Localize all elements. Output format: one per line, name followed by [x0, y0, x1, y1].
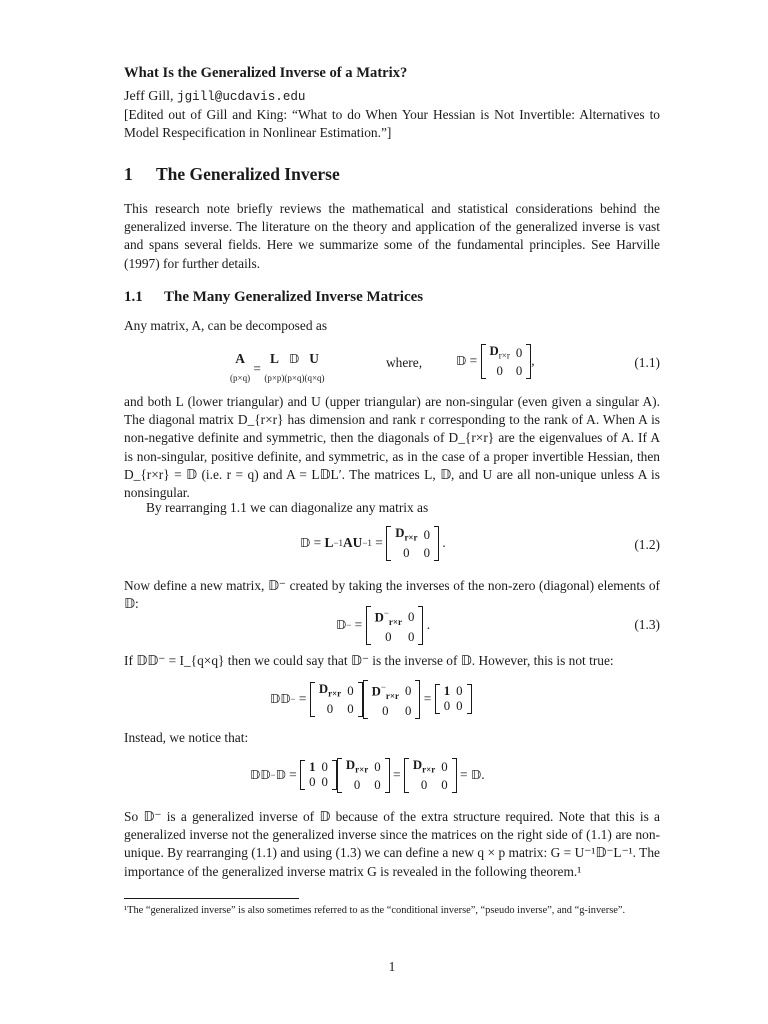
page-number: 1 [388, 959, 396, 974]
equation-lhs: A (p×q) = L 𝔻 U (p×p)(p×q)(q×q) [230, 351, 325, 384]
equation-number: (1.1) [634, 355, 660, 370]
author-name: Jeff Gill, [124, 89, 174, 104]
subsection-number: 1.1 [124, 289, 143, 305]
paragraph-define: Now define a new matrix, 𝔻⁻ created by taking the inverses of the non-zero (diagonal) elements of 𝔻: [124, 578, 660, 612]
equation-number: (1.2) [634, 537, 660, 552]
decomposition-intro: Any matrix, A, can be decomposed as [124, 318, 328, 333]
paper-title: What Is the Generalized Inverse of a Matrix? [124, 65, 408, 81]
paragraph-if: If 𝔻𝔻⁻ = I_{q×q} then we could say that 𝔻⁻ is the inverse of 𝔻. However, this is not true: [124, 653, 614, 668]
subsection-title: The Many Generalized Inverse Matrices [164, 289, 424, 305]
equation-product: 𝔻𝔻 − = $D_{r\times r}$ 0 0 0 $D^-_{r\times r}$ 0 0 0 = 1 0 0 0 [124, 680, 660, 720]
author-line [124, 88, 660, 106]
section-heading-1 [124, 165, 660, 183]
equation-identity: 𝔻𝔻 − 𝔻 = 1 0 0 0 $D_{r\times r}$ 0 0 0 = $D_{r\times r}$ 0 0 0 = 𝔻 . [250, 758, 485, 792]
equation-rhs: 𝔻 = $D_{r\times r}$ 0 0 0 , [456, 344, 535, 378]
equation-1-3: 𝔻 − = $D^-_{r\times r}$ 0 0 0 . (1.3) [336, 608, 660, 644]
equation-number: (1.3) [634, 617, 660, 632]
paragraph-rearranging: By rearranging 1.1 we can diagonalize any matrix as [146, 500, 429, 515]
equation-1-1 [124, 344, 660, 384]
where-label: where, [386, 355, 423, 370]
equation-1-2: 𝔻 = L −1 AU −1 = $D_{r\times r}$ 0 0 0 . (1.2) [300, 526, 660, 560]
author-email[interactable]: jgill@ucdavis.edu [177, 90, 306, 104]
paragraph-lu: and both L (lower triangular) and U (upper triangular) are non-singular (even given a singular A). The diagonal matrix D_{r×r} has dimension and rank r corresponding to the rank of A. When A is non-negative definite and symmetric, then the diagonals of D_{r×r} are the eigenvalues of A. If A is non-singular, positive definite, and symmetric, as in the case of a proper invertible Hessian, then D_{r×r} = 𝔻 (i.e. r = q) and A = L𝔻L′. The matrices L, 𝔻, and U are all non-unique unless A is nonsingular. [124, 394, 660, 501]
footnote-rule [124, 898, 299, 899]
paragraph-so: So 𝔻⁻ is a generalized inverse of 𝔻 because of the extra structure required. Note that this is a generalized inverse not the generalized inverse since the matrices on the right side of (1.1) are non-unique. By rearranging (1.1) and using (1.3) we can define a new q × p matrix: G = U⁻¹𝔻⁻L⁻¹. The importance of the generalized inverse matrix G is revealed in the following theorem.¹ [124, 809, 660, 879]
subsection-heading-1-1 [124, 288, 660, 306]
section-title: The Generalized Inverse [156, 164, 340, 184]
section-number: 1 [124, 164, 133, 184]
paragraph-instead: Instead, we notice that: [124, 730, 249, 745]
edit-note: [Edited out of Gill and King: “What to do When Your Hessian is Not Invertible: Alternatives to Model Respecification in Nonlinear Estimation.”] [124, 107, 660, 141]
intro-paragraph: This research note briefly reviews the mathematical and statistical considerations behind the generalized inverse. The literature on the theory and application of the generalized inverse is vast and spans several fields. Here we summarize some of the fundamental principles. See Harville (1997) for further details. [124, 201, 660, 271]
footnote: ¹The “generalized inverse” is also sometimes referred to as the “conditional inverse”, “pseudo inverse”, and “g-inverse”. [124, 905, 626, 916]
